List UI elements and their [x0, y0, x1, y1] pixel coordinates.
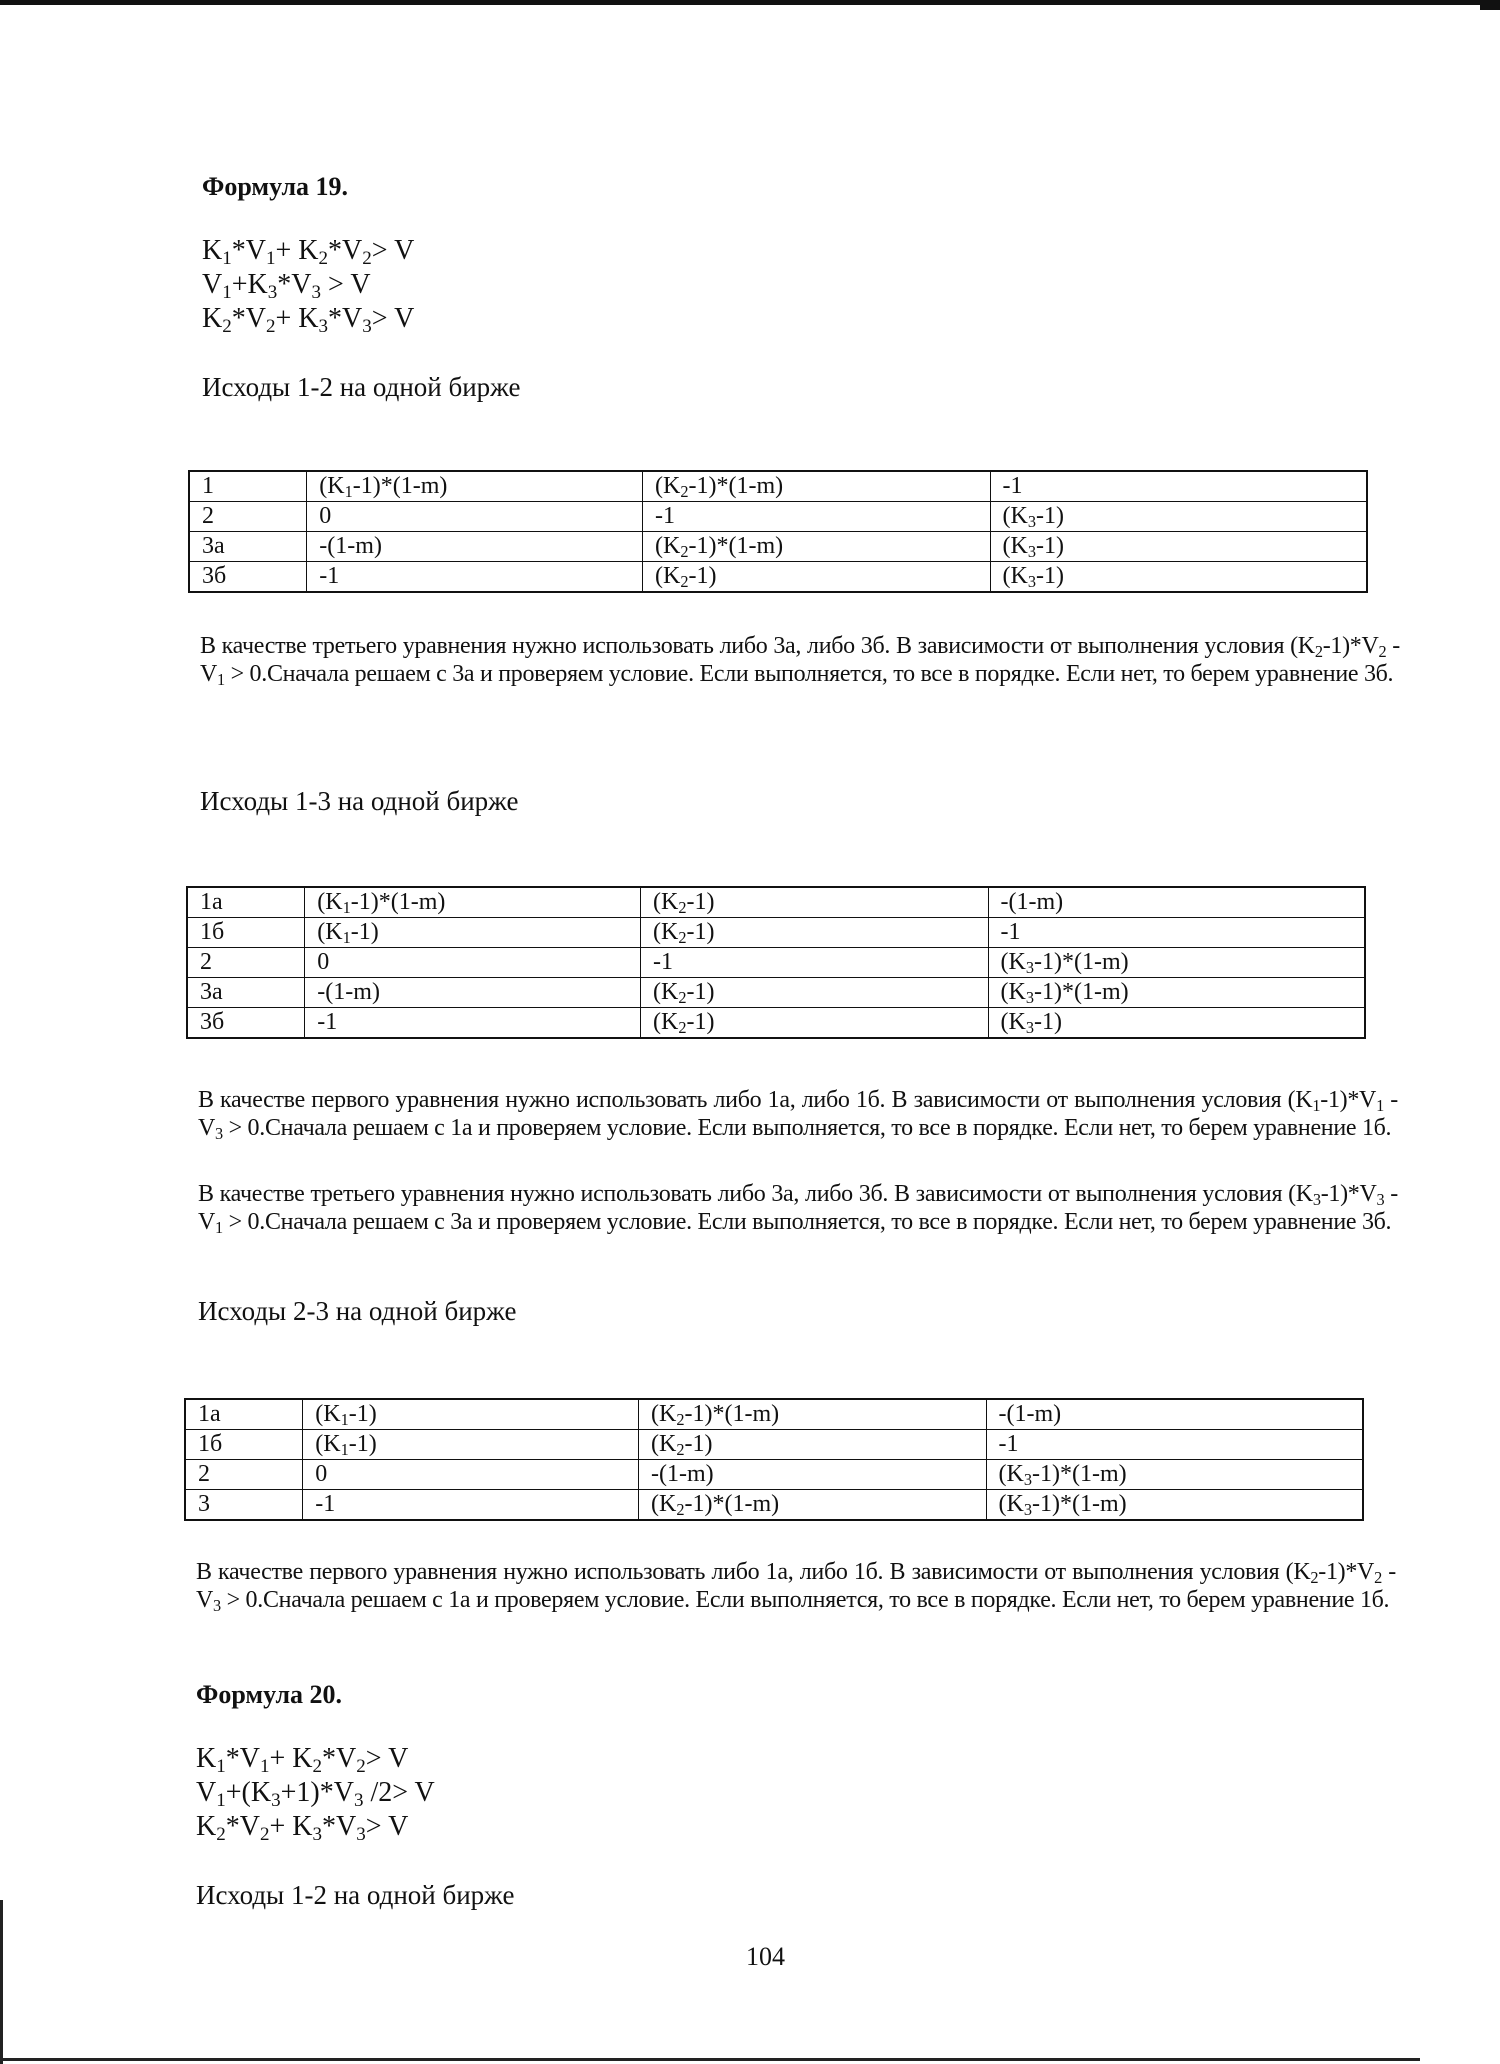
formula-20-heading: Формула 20. — [196, 1680, 343, 1709]
coefficient-cell: $(K_2-1)$ — [641, 978, 989, 1008]
row-label-cell: 3а — [189, 532, 307, 562]
formula-20-equation-2: $V_1+(K_3+1)*V_3$ /2> V — [196, 1777, 435, 1811]
coefficient-cell: 0 — [305, 948, 641, 978]
coefficient-cell: -(1-m) — [639, 1460, 987, 1490]
table-row — [185, 1460, 1363, 1490]
coefficient-cell: -1 — [305, 1008, 641, 1039]
row-label-cell: 1а — [185, 1399, 303, 1430]
coefficients-table-1-3 — [186, 886, 1366, 1039]
formula-20-equation-1: $K_1*V_1+ K_2*V_2> V$ — [196, 1743, 409, 1777]
page-number: 104 — [746, 1942, 785, 1971]
coefficient-cell: -1 — [303, 1490, 639, 1521]
coefficient-cell: $(K_2-1)$ — [639, 1430, 987, 1460]
row-label-cell: 1 — [189, 471, 307, 502]
coefficient-cell: 0 — [303, 1460, 639, 1490]
formula-19-heading: Формула 19. — [202, 172, 349, 201]
coefficient-cell: -1 — [988, 918, 1365, 948]
coefficient-cell: $(K_2-1)*(1-m)$ — [643, 532, 991, 562]
row-label-cell: 1а — [187, 887, 305, 918]
coefficient-cell: $(K_2-1)$ — [643, 562, 991, 593]
section-title-outcomes-2-3: Исходы 2-3 на одной бирже — [198, 1296, 517, 1326]
table-row — [187, 978, 1365, 1008]
table-row — [189, 562, 1367, 593]
coefficient-cell: -1 — [990, 471, 1367, 502]
coefficient-cell: -1 — [641, 948, 989, 978]
formula-20-section-title: Исходы 1-2 на одной бирже — [196, 1880, 515, 1910]
table-row — [185, 1399, 1363, 1430]
coefficients-table-1-2 — [188, 470, 1368, 593]
table-row — [187, 948, 1365, 978]
row-label-cell: 2 — [187, 948, 305, 978]
coefficient-cell: $(K_2-1)$ — [641, 1008, 989, 1039]
table-row — [187, 887, 1365, 918]
coefficient-cell: $(K_1-1)*(1-m)$ — [305, 887, 641, 918]
coefficient-cell: -(1-m) — [305, 978, 641, 1008]
coefficient-cell: $(K_2-1)$ — [641, 918, 989, 948]
coefficient-cell: -(1-m) — [986, 1399, 1363, 1430]
coefficient-cell: $(K_1-1)$ — [303, 1430, 639, 1460]
row-label-cell: 1б — [187, 918, 305, 948]
formula-19-equation-1: $K_1*V_1+ K_2*V_2> V$ — [202, 235, 415, 269]
table-row — [189, 502, 1367, 532]
table-row — [189, 471, 1367, 502]
table-row — [185, 1430, 1363, 1460]
row-label-cell: 1б — [185, 1430, 303, 1460]
coefficient-cell: $(K_3-1)$ — [990, 532, 1367, 562]
coefficient-cell: $(K_3-1)*(1-m)$ — [986, 1460, 1363, 1490]
explanation-paragraph-1-3-third: В качестве третьего уравнения нужно использовать либо 3а, либо 3б. В зависимости от выполнения условия $(K_3-1)*V_3 - V_1$ > 0.Сначала решаем с 3а и проверяем условие. Если выполняется, то все в порядке. Если нет, то берем уравнение 3б. — [198, 1181, 1398, 1238]
coefficient-cell: -1 — [643, 502, 991, 532]
coefficient-cell: $(K_2-1)*(1-m)$ — [643, 471, 991, 502]
section-title-outcomes-1-2: Исходы 1-2 на одной бирже — [202, 372, 521, 402]
coefficient-cell: -1 — [307, 562, 643, 593]
coefficient-cell: -(1-m) — [988, 887, 1365, 918]
coefficient-cell: $(K_2-1)*(1-m)$ — [639, 1490, 987, 1521]
table-row — [189, 532, 1367, 562]
coefficient-cell: 0 — [307, 502, 643, 532]
row-label-cell: 3а — [187, 978, 305, 1008]
coefficient-cell: $(K_3-1)$ — [990, 562, 1367, 593]
coefficient-cell: $(K_3-1)*(1-m)$ — [988, 948, 1365, 978]
coefficient-cell: $(K_1-1)$ — [303, 1399, 639, 1430]
row-label-cell: 2 — [189, 502, 307, 532]
table-row — [185, 1490, 1363, 1521]
table-row — [187, 1008, 1365, 1039]
formula-20-equation-3: $K_2*V_2+ K_3*V_3> V$ — [196, 1811, 409, 1845]
coefficient-cell: $(K_2-1)$ — [641, 887, 989, 918]
row-label-cell: 3 — [185, 1490, 303, 1521]
coefficient-cell: -1 — [986, 1430, 1363, 1460]
coefficient-cell: $(K_2-1)*(1-m)$ — [639, 1399, 987, 1430]
coefficient-cell: $(K_1-1)*(1-m)$ — [307, 471, 643, 502]
formula-19-equation-2: $V_1+K_3*V_3 > V$ — [202, 269, 371, 303]
explanation-paragraph-2-3: В качестве первого уравнения нужно использовать либо 1а, либо 1б. В зависимости от выполнения условия $(K_2-1)*V_2 - V_3$ > 0.Сначала решаем с 1а и проверяем условие. Если выполняется, то все в порядке. Если нет, то берем уравнение 1б. — [196, 1559, 1396, 1616]
coefficient-cell: $(K_1-1)$ — [305, 918, 641, 948]
coefficient-cell: $(K_3-1)$ — [990, 502, 1367, 532]
coefficients-table-2-3 — [184, 1398, 1364, 1521]
table-row — [187, 918, 1365, 948]
coefficient-cell: -(1-m) — [307, 532, 643, 562]
section-title-outcomes-1-3: Исходы 1-3 на одной бирже — [200, 786, 519, 816]
row-label-cell: 3б — [189, 562, 307, 593]
row-label-cell: 3б — [187, 1008, 305, 1039]
explanation-paragraph-1-3-first: В качестве первого уравнения нужно использовать либо 1а, либо 1б. В зависимости от выполнения условия $(K_1-1)*V_1 - V_3$ > 0.Сначала решаем с 1а и проверяем условие. Если выполняется, то все в порядке. Если нет, то берем уравнение 1б. — [198, 1087, 1398, 1144]
coefficient-cell: $(K_3-1)*(1-m)$ — [988, 978, 1365, 1008]
coefficient-cell: $(K_3-1)$ — [988, 1008, 1365, 1039]
coefficient-cell: $(K_3-1)*(1-m)$ — [986, 1490, 1363, 1521]
row-label-cell: 2 — [185, 1460, 303, 1490]
explanation-paragraph-1-2: В качестве третьего уравнения нужно использовать либо 3а, либо 3б. В зависимости от выполнения условия $(K_2-1)*V_2 - V_1$ > 0.Сначала решаем с 3а и проверяем условие. Если выполняется, то все в порядке. Если нет, то берем уравнение 3б. — [200, 633, 1400, 690]
formula-19-equation-3: $K_2*V_2+ K_3*V_3> V$ — [202, 303, 415, 337]
